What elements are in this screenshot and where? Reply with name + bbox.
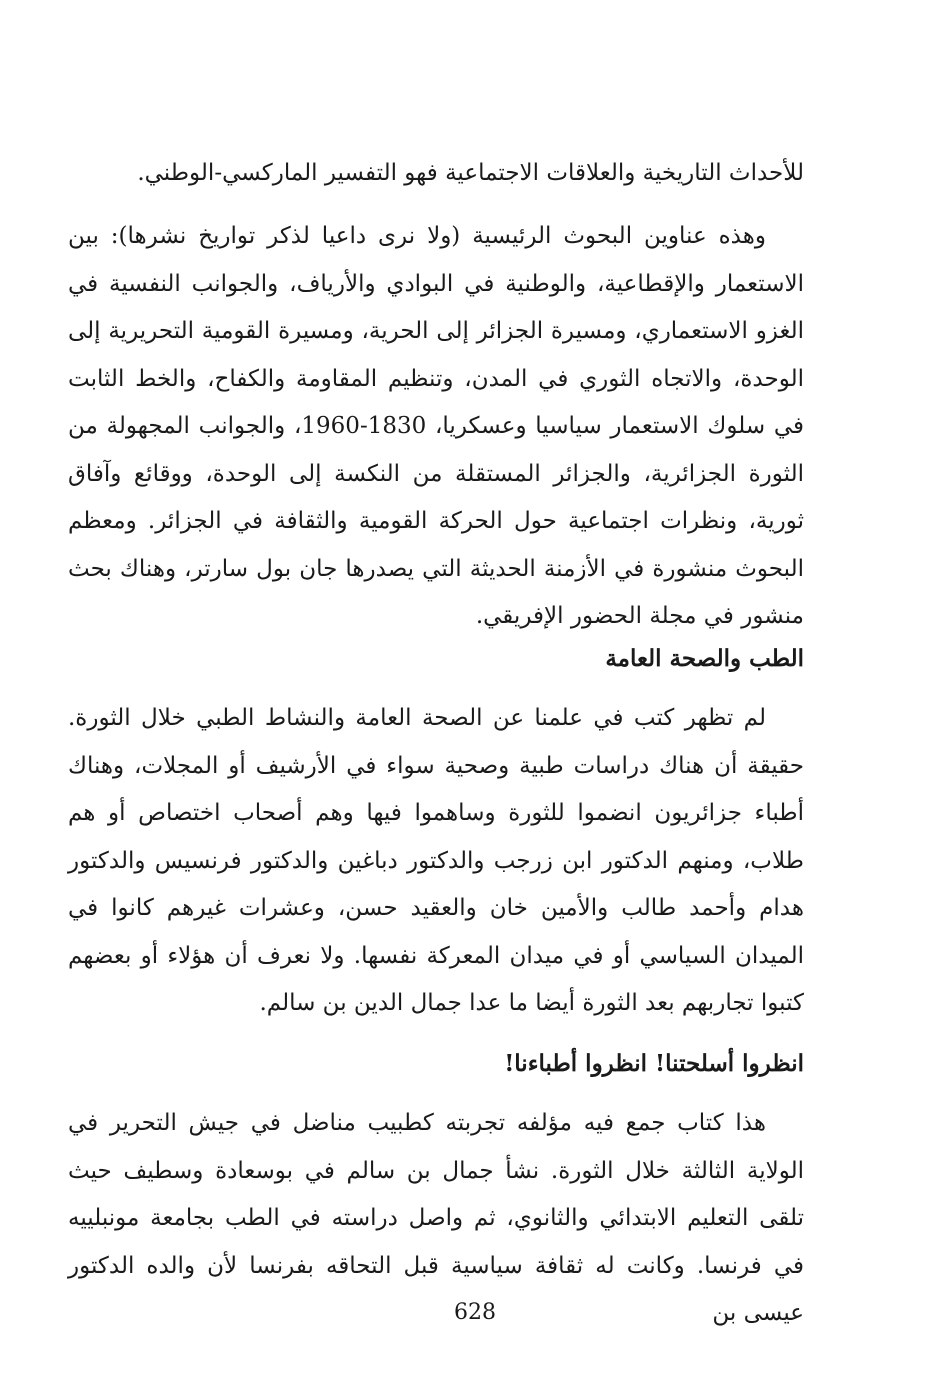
section-heading-medicine: الطب والصحة العامة [605,645,804,672]
lead-line: للأحداث التاريخية والعلاقات الاجتماعية فهو التفسير الماركسي-الوطني. [137,160,804,186]
section-heading-book: انظروا أسلحتنا! انظروا أطباءنا! [504,1050,804,1077]
book-paragraph: هذا كتاب جمع فيه مؤلفه تجربته كطبيب مناضل في جيش التحرير في الولاية الثالثة خلال الثورة. نشأ جمال بن سالم في بوسعادة وسطيف حيث تلقى التعليم الابتدائي والثانوي، ثم واصل دراسته في الطب بجامعة مونبلييه في فرنسا. وكانت له ثقافة سياسية قبل التحاقه بفرنسا لأن والده الدكتور عيسى بن [68,1110,804,1326]
page-number: 628 [454,1300,496,1325]
research-titles-paragraph: وهذه عناوين البحوث الرئيسية (ولا نرى داعيا لذكر تواريخ نشرها): بين الاستعمار والإقطاعية، والوطنية في البوادي والأرياف، والجوانب النفسية في الغزو الاستعماري، ومسيرة الجزائر إلى الحرية، ومسيرة القومية التحريرية إلى الوحدة، والاتجاه الثوري في المدن، وتنظيم المقاومة والكفاح، والخط الثابت في سلوك الاستعمار سياسيا وعسكريا، 1830-1960، والجوانب المجهولة من الثورة الجزائرية، والجزائر المستقلة من النكسة إلى الوحدة، ووقائع وآفاق ثورية، ونظرات اجتماعية حول الحركة القومية والثقافة في الجزائر. ومعظم البحوث منشورة في الأزمنة الحديثة التي يصدرها جان بول سارتر، وهناك بحث منشور في مجلة الحضور الإفريقي. [68,223,804,629]
medicine-paragraph: لم تظهر كتب في علمنا عن الصحة العامة والنشاط الطبي خلال الثورة. حقيقة أن هناك دراسات طبية وصحية سواء في الأرشيف أو المجلات، وهناك أطباء جزائريون انضموا للثورة وساهموا فيها وهم أصحاب اختصاص أو هم طلاب، ومنهم الدكتور ابن زرجب والدكتور دباغين والدكتور فرنسيس والدكتور هدام وأحمد طالب والأمين خان والعقيد حسن، وعشرات غيرهم كانوا في الميدان السياسي أو في ميدان المعركة نفسها. ولا نعرف أن هؤلاء أو بعضهم كتبوا تجاربهم بعد الثورة أيضا ما عدا جمال الدين بن سالم. [68,705,804,1016]
